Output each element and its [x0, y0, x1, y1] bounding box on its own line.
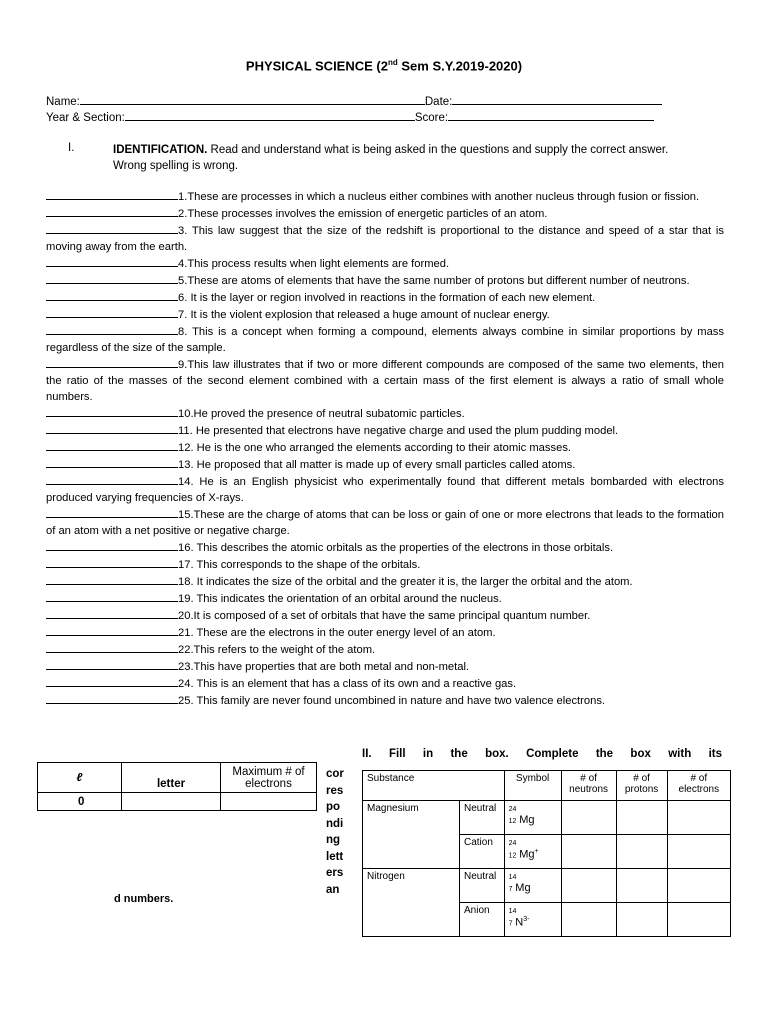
identification-items [46, 188, 724, 709]
question-item [46, 641, 724, 658]
symbol-cell: 14 7 $N^{3-}$ [504, 903, 561, 937]
electrons-answer-cell[interactable] [667, 869, 730, 903]
state-cell: Neutral [460, 801, 505, 835]
question-item [46, 405, 724, 422]
question-text: 8. This is a concept when forming a compound, elements always combine in similar proportions by mass regardless of the size of the sample. [46, 326, 724, 354]
electrons-answer-cell[interactable] [667, 903, 730, 937]
wrapped-fragment: ng [326, 834, 341, 846]
max-electrons-header: Maximum # of electrons [221, 763, 317, 793]
date-label: Date: [424, 96, 453, 108]
symbol-cell: 24 12 Mg+ [504, 835, 561, 869]
symbol-cell: 14 7 Mg [504, 869, 561, 903]
neutrons-answer-cell[interactable] [561, 869, 616, 903]
question-text: 1.These are processes in which a nucleus either combines with another nucleus through fusion or fission. [178, 191, 700, 203]
question-item [46, 422, 724, 439]
question-text: 16. This describes the atomic orbitals as the properties of the electrons in those orbitals. [178, 542, 614, 554]
section1-instructions: IDENTIFICATION. Read and understand what is being asked in the questions and supply the correct answer. Wrong spelling is wrong. [113, 144, 669, 172]
section2-fragment: d numbers. [114, 893, 174, 905]
l-value-cell: 0 [38, 793, 122, 811]
answer-blank[interactable] [46, 439, 178, 451]
question-item [46, 255, 724, 272]
wrapped-fragment: res [326, 784, 344, 797]
question-text: 15.These are the charge of atoms that can be loss or gain of one or more electrons that leads to the formation of an atom with a net positive or negative charge. [46, 509, 724, 537]
page-title: PHYSICAL SCIENCE (2nd Sem S.Y.2019-2020) [245, 58, 523, 74]
question-text: 3. This law suggest that the size of the redshift is proportional to the distance and speed of a star that is moving away from the earth. [46, 225, 724, 253]
letter-answer-cell[interactable] [122, 793, 221, 811]
question-text: 6. It is the layer or region involved in reactions in the formation of each new element. [178, 292, 596, 304]
year-section-field[interactable] [125, 109, 415, 121]
section2-heading: II. Fill in the box. Complete the box with its [362, 748, 722, 760]
date-field[interactable] [452, 93, 662, 105]
answer-blank[interactable] [46, 356, 178, 368]
answer-blank[interactable] [46, 539, 178, 551]
neutrons-answer-cell[interactable] [561, 903, 616, 937]
year-section-label: Year & Section: [46, 112, 125, 124]
answer-blank[interactable] [46, 506, 178, 518]
substance-header: Substance [363, 771, 505, 801]
wrapped-fragment: ndi [326, 817, 344, 830]
magnesium-cell: Magnesium [363, 801, 460, 869]
section1-heading: IDENTIFICATION. [113, 144, 208, 156]
question-item [46, 624, 724, 641]
wrapped-fragment: ers [326, 867, 344, 879]
wrapped-fragment: cor [326, 768, 344, 780]
answer-blank[interactable] [46, 272, 178, 284]
neutrons-answer-cell[interactable] [561, 801, 616, 835]
answer-blank[interactable] [46, 641, 178, 653]
protons-answer-cell[interactable] [616, 801, 667, 835]
question-item [46, 289, 724, 306]
protons-answer-cell[interactable] [616, 835, 667, 869]
nitrogen-cell: Nitrogen [363, 869, 460, 937]
question-item [46, 205, 724, 222]
answer-blank[interactable] [46, 405, 178, 417]
answer-blank[interactable] [46, 306, 178, 318]
name-date-line [46, 93, 662, 108]
question-text: 7. It is the violent explosion that released a huge amount of nuclear energy. [178, 309, 550, 321]
question-item [46, 675, 724, 692]
question-text: 2.These processes involves the emission of energetic particles of an atom. [178, 208, 548, 220]
question-item [46, 556, 724, 573]
question-item [46, 306, 724, 323]
question-text: 12. He is the one who arranged the elements according to their atomic masses. [178, 442, 572, 454]
answer-blank[interactable] [46, 255, 178, 267]
name-label: Name: [46, 96, 80, 108]
letter-header: letter [122, 763, 221, 793]
answer-blank[interactable] [46, 323, 178, 335]
quantum-table [37, 762, 317, 811]
electrons-answer-cell[interactable] [667, 801, 730, 835]
question-text: 25. This family are never found uncombined in nature and have two valence electrons. [178, 695, 606, 707]
score-field[interactable] [448, 109, 654, 121]
question-item [46, 188, 724, 205]
section1-numeral: I. [68, 142, 75, 154]
question-text: 11. He presented that electrons have negative charge and used the plum pudding model. [178, 425, 619, 437]
neutrons-header: # of neutrons [561, 771, 616, 801]
question-text: 5.These are atoms of elements that have the same number of protons but different number of neutrons. [178, 275, 690, 287]
year-score-line [46, 109, 654, 124]
state-cell: Anion [460, 903, 505, 937]
answer-blank[interactable] [46, 590, 178, 602]
question-text: 4.This process results when light elements are formed. [178, 258, 450, 270]
answer-blank[interactable] [46, 556, 178, 568]
question-item [46, 272, 724, 289]
question-text: 13. He proposed that all matter is made up of every small particles called atoms. [178, 459, 576, 471]
answer-blank[interactable] [46, 692, 178, 704]
question-text: 17. This corresponds to the shape of the orbitals. [178, 559, 421, 571]
section2-wrapped-text [326, 766, 352, 898]
answer-blank[interactable] [46, 624, 178, 636]
state-cell: Neutral [460, 869, 505, 903]
question-item [46, 607, 724, 624]
state-cell: Cation [460, 835, 505, 869]
wrapped-fragment: an [326, 883, 340, 896]
question-text: 18. It indicates the size of the orbital and the greater it is, the larger the orbital and the atom. [178, 576, 633, 588]
symbol-header: Symbol [504, 771, 561, 801]
question-item [46, 222, 724, 255]
question-text: 23.This have properties that are both metal and non-metal. [178, 661, 470, 673]
question-item [46, 590, 724, 607]
question-item [46, 456, 724, 473]
question-item [46, 356, 724, 405]
question-text: 22.This refers to the weight of the atom. [178, 644, 376, 656]
question-item [46, 573, 724, 590]
question-item [46, 473, 724, 506]
question-item [46, 506, 724, 539]
question-item [46, 539, 724, 556]
neutrons-answer-cell[interactable] [561, 835, 616, 869]
answer-blank[interactable] [46, 188, 178, 200]
question-text: 24. This is an element that has a class of its own and a reactive gas. [178, 678, 517, 690]
answer-blank[interactable] [46, 675, 178, 687]
question-text: 9.This law illustrates that if two or more different compounds are composed of the same two elements, then the ratio of the masses of the second element combined with a certain mass of the first element is always a ratio of small whole numbers. [46, 359, 724, 403]
question-text: 20.It is composed of a set of orbitals that have the same principal quantum number. [178, 610, 591, 622]
answer-blank[interactable] [46, 658, 178, 670]
answer-blank[interactable] [46, 607, 178, 619]
answer-blank[interactable] [46, 573, 178, 585]
protons-answer-cell[interactable] [616, 869, 667, 903]
question-text: 14. He is an English physicist who experimentally found that different metals bombarded with electrons produced varying frequencies of X-rays. [46, 476, 724, 504]
question-text: 21. These are the electrons in the outer energy level of an atom. [178, 627, 496, 639]
question-item [46, 439, 724, 456]
name-field[interactable] [80, 93, 425, 105]
question-item [46, 692, 724, 709]
question-text: 19. This indicates the orientation of an orbital around the nucleus. [178, 593, 502, 605]
answer-blank[interactable] [46, 456, 178, 468]
electrons-header: # of electrons [667, 771, 730, 801]
max-electrons-answer-cell[interactable] [221, 793, 317, 811]
answer-blank[interactable] [46, 422, 178, 434]
answer-blank[interactable] [46, 289, 178, 301]
wrapped-fragment: po [326, 801, 341, 813]
substance-table [362, 770, 731, 937]
wrapped-fragment: lett [326, 850, 344, 863]
answer-blank[interactable] [46, 222, 178, 234]
protons-header: # of protons [616, 771, 667, 801]
electrons-answer-cell[interactable] [667, 835, 730, 869]
protons-answer-cell[interactable] [616, 903, 667, 937]
symbol-cell: 24 12 Mg [504, 801, 561, 835]
answer-blank[interactable] [46, 205, 178, 217]
question-item [46, 323, 724, 356]
score-label: Score: [414, 112, 449, 124]
question-item [46, 658, 724, 675]
answer-blank[interactable] [46, 473, 178, 485]
question-text: 10.He proved the presence of neutral subatomic particles. [178, 408, 465, 420]
l-header: ℓ [38, 763, 122, 793]
